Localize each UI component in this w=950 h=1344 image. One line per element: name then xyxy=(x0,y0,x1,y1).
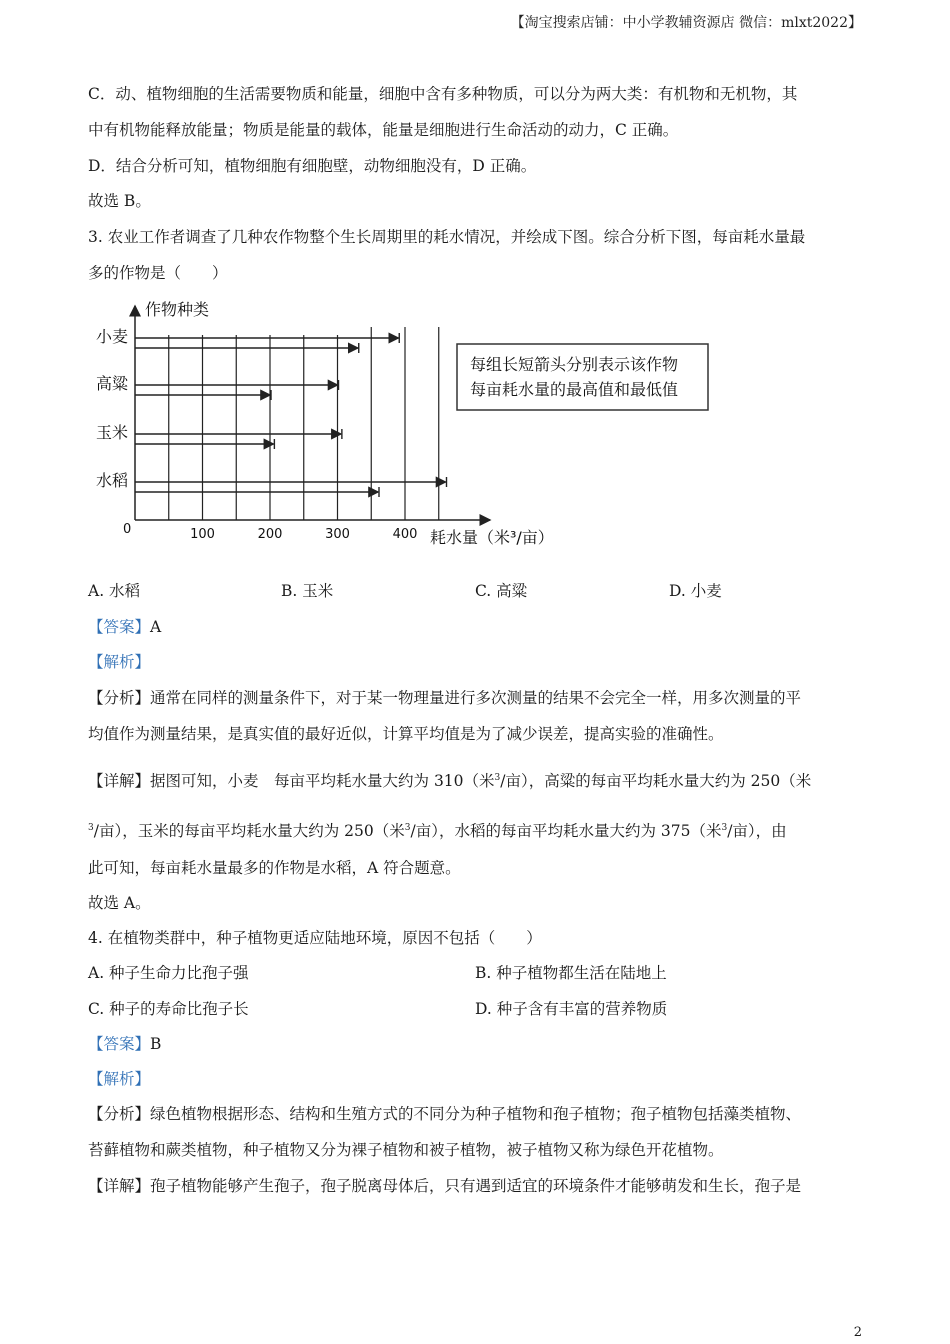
category-label: 水稻 xyxy=(96,471,129,490)
answer-value: B xyxy=(150,1035,162,1053)
q3-detail-line1 xyxy=(88,769,811,791)
detail-text-d: /亩），水稻的每亩平均耗水量大约为 375（米 xyxy=(410,822,722,840)
category-label: 高粱 xyxy=(96,374,129,393)
q3-detail-line3: 此可知，每亩耗水量最多的作物是水稻，A 符合题意。 xyxy=(88,859,461,877)
fenxi-text: 通常在同样的测量条件下，对于某一物理量进行多次测量的结果不会完全一样，用多次测量的平 xyxy=(150,689,802,707)
q3-option-d: D. 小麦 xyxy=(669,582,722,600)
fenxi-tag: 【分析】 xyxy=(88,1105,151,1123)
q3-fenxi-line2: 均值作为测量结果，是真实值的最好近似，计算平均值是为了减少误差，提高实验的准确性。 xyxy=(88,725,724,743)
fenxi-tag: 【分析】 xyxy=(88,689,151,707)
detail-tag: 【详解】 xyxy=(88,1177,151,1195)
chart-svg xyxy=(88,292,728,560)
answer-value: A xyxy=(150,618,162,636)
detail-tag: 【详解】 xyxy=(88,772,151,790)
q3-stem-line1: 3. 农业工作者调查了几种农作物整个生长周期里的耗水情况，并绘成下图。综合分析下图，每亩耗水量最 xyxy=(88,228,806,246)
q3-choice: 故选 A。 xyxy=(88,894,151,912)
q4-option-d: D. 种子含有丰富的营养物质 xyxy=(475,1000,668,1018)
x-tick-label: 100 xyxy=(190,527,215,542)
q2-choice: 故选 B。 xyxy=(88,192,151,210)
q4-fenxi-line2: 苔藓植物和蕨类植物，种子植物又分为裸子植物和被子植物，被子植物又称为绿色开花植物。 xyxy=(88,1141,724,1159)
q3-detail-line2 xyxy=(88,819,787,841)
q3-option-c: C. 高粱 xyxy=(475,582,528,600)
q4-fenxi-line1 xyxy=(88,1102,801,1124)
q3-option-a: A. 水稻 xyxy=(88,582,141,600)
q4-option-c: C. 种子的寿命比孢子长 xyxy=(88,1000,249,1018)
q4-option-a: A. 种子生命力比孢子强 xyxy=(88,964,249,982)
sup-3: 3 xyxy=(721,822,728,833)
x-tick-label: 300 xyxy=(325,527,350,542)
analysis-tag: 【解析】 xyxy=(88,653,151,671)
analysis-tag: 【解析】 xyxy=(88,1070,151,1088)
sup-3: 3 xyxy=(494,772,501,783)
category-label: 玉米 xyxy=(96,423,129,442)
q4-analysis-tag xyxy=(88,1067,150,1089)
header-note: 【淘宝搜索店铺：中小学教辅资源店 微信：mlxt2022】 xyxy=(510,15,862,31)
x-tick-label: 200 xyxy=(257,527,283,542)
fenxi-text: 绿色植物根据形态、结构和生殖方式的不同分为种子植物和孢子植物；孢子植物包括藻类植物、 xyxy=(150,1105,802,1123)
q3-fenxi-line1 xyxy=(88,686,801,708)
q2-option-d-line: D．结合分析可知，植物细胞有细胞壁，动物细胞没有，D 正确。 xyxy=(88,157,537,175)
category-label: 小麦 xyxy=(96,327,129,346)
q2-option-c-line2: 中有机物能释放能量；物质是能量的载体，能量是细胞进行生命活动的动力，C 正确。 xyxy=(88,121,679,139)
q4-stem: 4. 在植物类群中，种子植物更适应陆地环境，原因不包括（ ） xyxy=(88,929,542,947)
detail-text-a: 据图可知，小麦 每亩平均耗水量大约为 310（米 xyxy=(150,772,495,790)
legend-text-line1: 每组长短箭头分别表示该作物 xyxy=(470,355,679,374)
q4-option-b: B. 种子植物都生活在陆地上 xyxy=(475,964,667,982)
detail-text-e: /亩），由 xyxy=(727,822,787,840)
detail-text-c: /亩），玉米的每亩平均耗水量大约为 250（米 xyxy=(93,822,405,840)
page-number: 2 xyxy=(853,1325,862,1340)
detail-text-b: /亩），高粱的每亩平均耗水量大约为 250（米 xyxy=(500,772,812,790)
legend-text-line2: 每亩耗水量的最高值和最低值 xyxy=(470,380,679,399)
legend-box xyxy=(457,344,708,410)
sup-3: 3 xyxy=(404,822,411,833)
detail-text: 孢子植物能够产生孢子，孢子脱离母体后，只有遇到适宜的环境条件才能够萌发和生长，孢子是 xyxy=(150,1177,802,1195)
x-axis-title: 耗水量（米³/亩） xyxy=(430,528,554,547)
sup-3: 3 xyxy=(88,822,94,833)
q4-answer xyxy=(88,1032,161,1054)
y-axis-title: 作物种类 xyxy=(145,300,210,319)
q3-stem-line2: 多的作物是（ ） xyxy=(88,264,228,282)
answer-tag: 【答案】 xyxy=(88,1035,151,1053)
x-tick-label: 400 xyxy=(392,527,418,542)
origin-label: 0 xyxy=(123,522,132,537)
q3-option-b: B. 玉米 xyxy=(281,582,334,600)
answer-tag: 【答案】 xyxy=(88,618,151,636)
q4-detail-line1 xyxy=(88,1174,801,1196)
q3-analysis-tag xyxy=(88,650,150,672)
q2-option-c-line1: C．动、植物细胞的生活需要物质和能量，细胞中含有多种物质，可以分为两大类：有机物和无机物，其 xyxy=(88,85,798,103)
q3-answer xyxy=(88,615,161,637)
water-consumption-chart xyxy=(88,292,728,560)
